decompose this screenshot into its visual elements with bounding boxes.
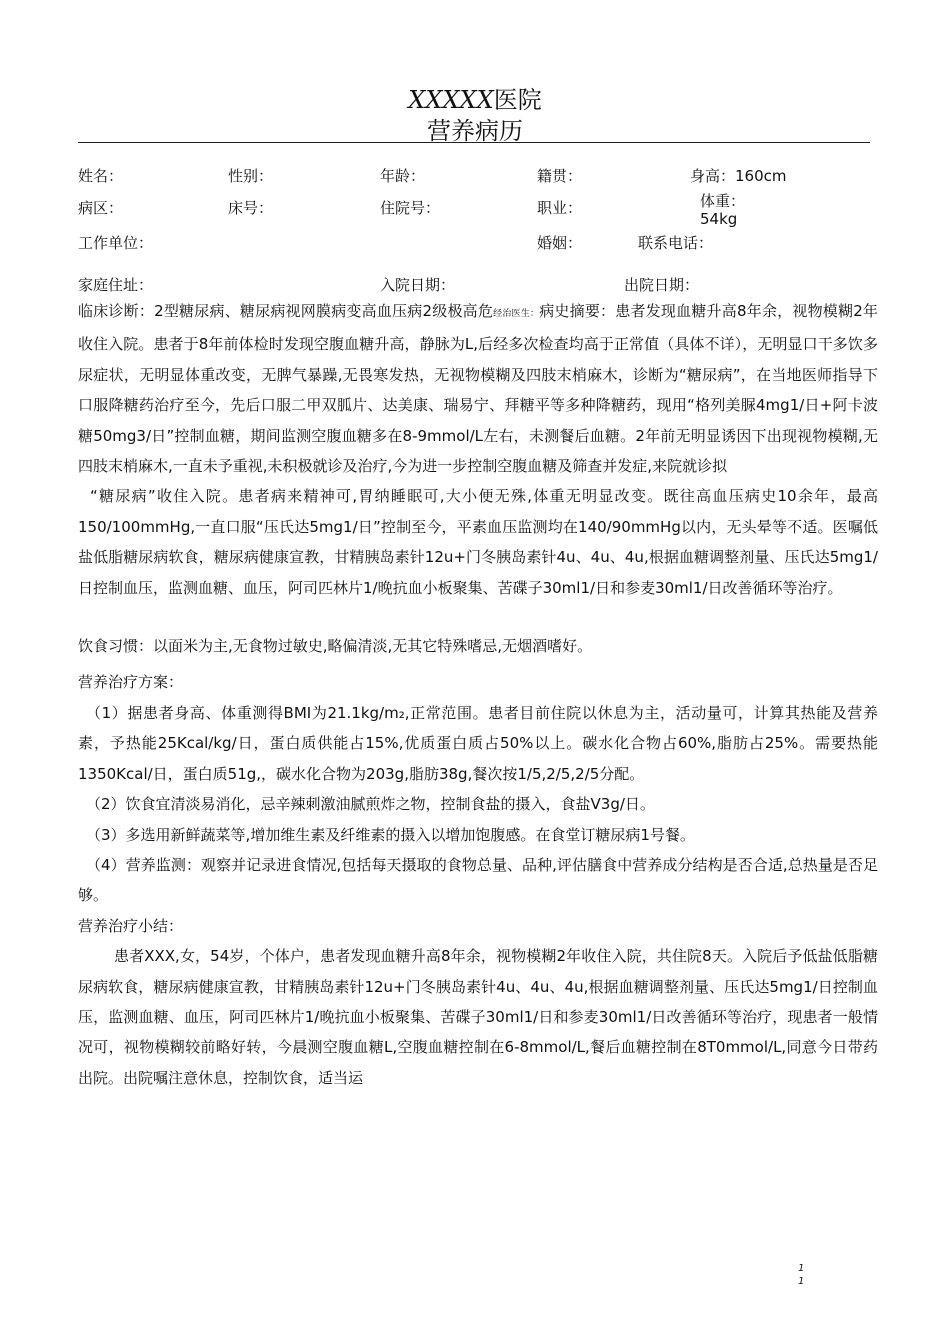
phone-label: 联系电话：: [638, 234, 714, 252]
diet-habit: 饮食习惯：以面米为主,无食物过敏史,略偏清淡,无其它特殊嗜忌,无烟酒嗜好。: [78, 637, 593, 656]
record-body: [78, 296, 878, 1093]
section-spacer: [78, 603, 878, 631]
clinical-diagnosis: 临床诊断：2型糖尿病、糖尿病视网膜病变高血压病2级极高危: [78, 302, 494, 320]
height-label: 身高：160cm: [690, 167, 787, 185]
age-label: 年龄：: [380, 167, 426, 185]
history-summary: 病史摘要：患者发现血糖升高8年余，视物模糊2年收住入院。患者于8年前体检时发现空腹血糖升高，静脉为L,后经多次检查均高于正常值（具体不详），无明显口干多饮多尿症状，无明显体重改变，无脾气暴躁,无畏寒发热，无视物模糊及四肢末梢麻木，诊断为“糖尿病”，在当地医师指导下口服降糖药治疗至今，先后口服二甲双胍片、达美康、瑞易宁、拜糖平等多种降糖药，现用“格列美脲4mg1/日+阿卡波糖50mg3/日”控制血糖，期间监测空腹血糖多在8-9mmol/L左右，未测餐后血糖。2年前无明显诱因下出现视物模糊,无四肢末梢麻木,一直未予重视,未积极就诊及治疗,今为进一步控制空腹血糖及筛查并发症,来院就诊拟: [78, 302, 878, 476]
nutrition-plan-title: 营养治疗方案：: [78, 673, 184, 692]
weight-cell: [700, 192, 810, 228]
name-label: 姓名：: [78, 167, 124, 185]
nutrition-plan-item: （3）多选用新鲜蔬菜等,增加维生素及纤维素的摄入以增加饱腹感。在食堂订糖尿病1号餐。: [86, 825, 695, 844]
admission-number-label: 住院号：: [380, 199, 441, 217]
discharge-date-label: 出院日期：: [624, 276, 700, 294]
page-number: [798, 1262, 804, 1288]
nutrition-plan-item: （4）营养监测：观察并记录进食情况,包括每天摄取的食物总量、品种,评估膳食中营养成分结构是否合适,总热量是否足够。: [78, 855, 878, 905]
weight-label: 体重：: [700, 192, 746, 210]
admission-date-label: 入院日期：: [380, 276, 456, 294]
nutrition-summary-text: 患者XXX,女，54岁，个体户，患者发现血糖升高8年余，视物模糊2年收住入院，共住院8天。入院后予低盐低脂糖尿病软食，糖尿病健康宣教，甘精胰岛素针12u+门冬胰岛素针4u、4u、4u,根据血糖调整剂量、压氏达5mg1/日控制血压，监测血糖、血压，阿司匹林片1/晚抗血小板聚集、苦碟子30ml1/日和参麦30ml1/日改善循环等治疗，现患者一般情况可，视物模糊较前略好转，今晨测空腹血糖L,空腹血糖控制在6-8mmol/L,餐后血糖控制在8T0mmol/L,同意今日带药出院。出院嘱注意休息，控制饮食，适当运: [78, 947, 878, 1087]
diagnosis-history-paragraph: [78, 296, 878, 481]
occupation-label: 职业：: [537, 199, 583, 217]
hospital-name-suffix: 医院: [493, 86, 542, 114]
workplace-label: 工作单位：: [78, 234, 154, 252]
hospital-name-prefix: XXXXX: [408, 86, 494, 114]
gender-label: 性别：: [228, 167, 274, 185]
header-divider: [78, 142, 870, 143]
address-label: 家庭住址：: [78, 276, 154, 294]
hospital-name: [0, 84, 950, 116]
nutrition-plan-item: （1）据患者身高、体重测得BMI为21.1kg/m₂,正常范围。患者目前住院以休息为主，活动量可，计算其热能及营养素，予热能25Kcal/kg/日，蛋白质供能占15%,优质蛋白质占50%以上。碳水化合物占60%,脂肪占25%。需要热能1350Kcal/日，蛋白质51g,，碳水化合物为203g,脂肪38g,餐次按1/5,2/5,2/5分配。: [78, 703, 878, 783]
nutrition-summary-title: 营养治疗小结：: [78, 916, 184, 935]
page-number-top: 1: [798, 1263, 805, 1274]
document-title: 营养病历: [427, 117, 523, 145]
ward-label: 病区：: [78, 199, 124, 217]
native-place-label: 籍贯：: [537, 167, 583, 185]
attending-doctor-note: 经治医生：: [493, 309, 540, 319]
nutrition-plan-item: （2）饮食宜清淡易消化，忌辛辣刺激油腻煎炸之物，控制食盐的摄入，食盐V3g/日。: [86, 795, 655, 814]
marriage-label: 婚姻：: [537, 234, 583, 252]
bed-label: 床号：: [228, 199, 274, 217]
history-summary-continued: “糖尿病”收住入院。患者病来精神可,胃纳睡眠可,大小便无殊,体重无明显改变。既往高血压病史10余年，最高150/100mmHg,一直口服“压氏达5mg1/日”控制至今，平素血压监测均在140/90mmHg以内，无头晕等不适。医嘱低盐低脂糖尿病软食，糖尿病健康宣教，甘精胰岛素针12u+门冬胰岛素针4u、4u、4u,根据血糖调整剂量、压氏达5mg1/日控制血压，监测血糖、血压，阿司匹林片1/晚抗血小板聚集、苦碟子30ml1/日和参麦30ml1/日改善循环等治疗。: [78, 487, 878, 597]
page-number-bottom: 1: [798, 1276, 805, 1287]
weight-value: 54kg: [700, 210, 738, 228]
